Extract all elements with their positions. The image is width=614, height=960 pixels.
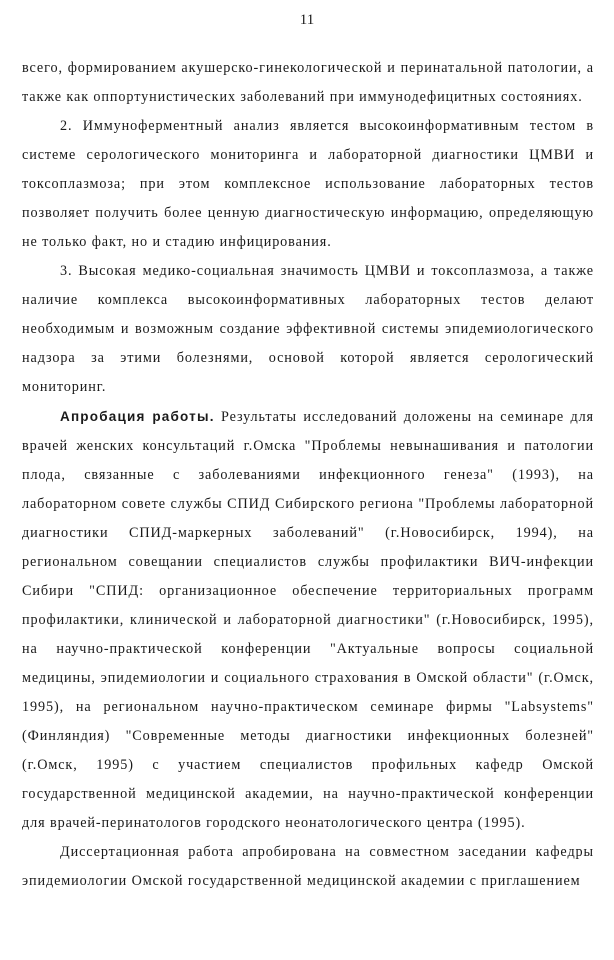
page-number: 11 [299,12,315,28]
paragraph-approbation [22,402,594,838]
paragraph-conclusion-2: 2. Иммуноферментный анализ является высокоинформативным тестом в системе серологического мониторинга и лабораторной диагностики ЦМВИ и токсоплазмоза; при этом комплексное использование лабораторных тестов позволяет получить более ценную диагностическую информацию, определяющую не только факт, но и стадию инфицирования. [22,118,594,250]
document-body [22,54,594,896]
approbation-heading: Апробация работы. [60,409,215,424]
paragraph-dissertation: Диссертационная работа апробирована на совместном заседании кафедры эпидемиологии Омской государственной медицинской академии с приглашением [22,844,594,889]
approbation-text: Результаты исследований доложены на семинаре для врачей женских консультаций г.Омска "Проблемы невынашивания и патологии плода, связанные с заболеваниями инфекционного генеза" (1993), на лабораторном совете службы СПИД Сибирского региона "Проблемы лабораторной диагностики СПИД-маркерных заболеваний" (г.Новосибирск, 1994), на региональном совещании специалистов службы профилактики ВИЧ-инфекции Сибири "СПИД: организационное обеспечение территориальных программ профилактики, клинической и лабораторной диагностики" (г.Новосибирск, 1995), на научно-практической конференции "Актуальные вопросы социальной медицины, эпидемиологии и социального страхования в Омской области" (г.Омск, 1995), на региональном научно-практическом семинаре фирмы "Labsystems" (Финляндия) "Современные методы диагностики инфекционных болезней" (г.Омск, 1995) с участием специалистов профильных кафедр Омской государственной медицинской академии, на научно-практической конференции для врачей-перинатологов городского неонатологического центра (1995). [22,409,594,831]
paragraph-continuation: всего, формированием акушерско-гинекологической и перинатальной патологии, а также как оппортунистических заболеваний при иммунодефицитных состояниях. [22,60,594,105]
paragraph-conclusion-3: 3. Высокая медико-социальная значимость ЦМВИ и токсоплазмоза, а также наличие комплекса высокоинформативных лабораторных тестов делают необходимым и возможным создание эффективной системы эпидемиологического надзора за этими болезнями, основой которой является серологический мониторинг. [22,263,594,395]
